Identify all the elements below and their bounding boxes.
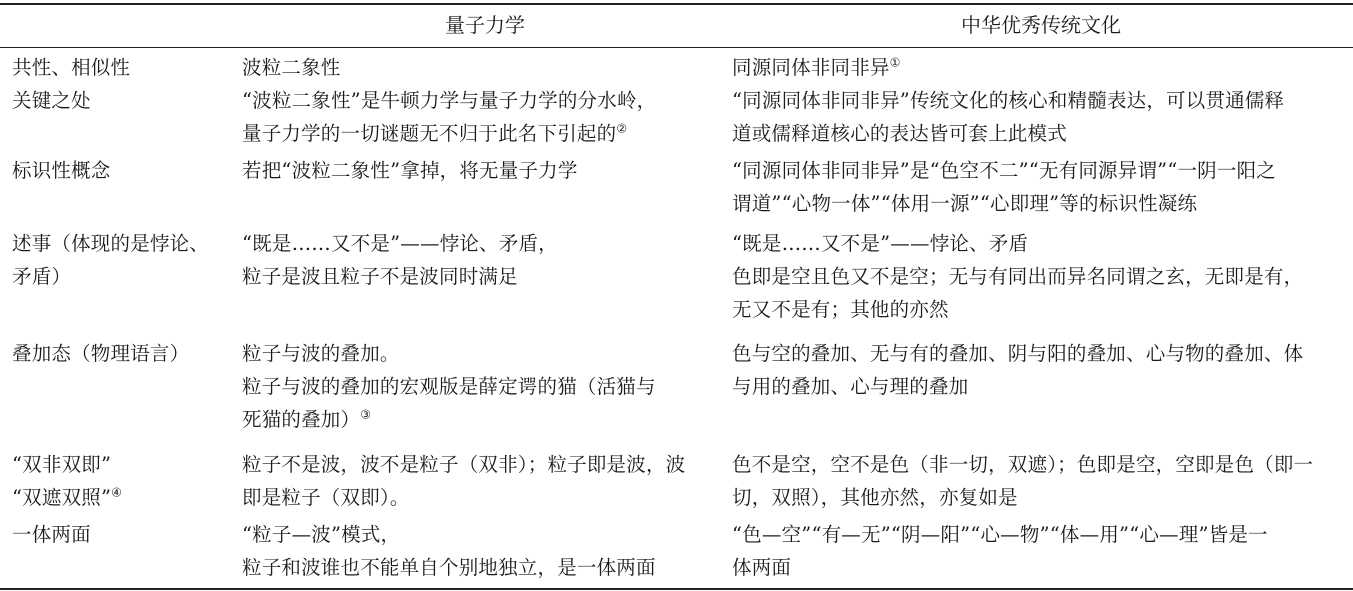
footnote-marker: ③ [360, 407, 372, 422]
quantum-cell: “粒子—波”模式， 粒子和波谁也不能单自个别地独立，是一体两面 [242, 523, 656, 579]
header-quantum-mechanics: 量子力学 [445, 13, 525, 37]
culture-cell: 色不是空，空不是色（非一切，双遮）；色即是空，空即是色（即一 切，双照），其他亦然，亦复如是 [732, 453, 1314, 509]
table-bottom-rule [0, 588, 1353, 590]
row-label: 叠加态（物理语言） [12, 342, 190, 365]
table-header-rule [0, 47, 1353, 48]
quantum-cell [242, 84, 728, 150]
quantum-cell: 若把“波粒二象性”拿掉，将无量子力学 [242, 159, 578, 182]
quantum-cell: “既是……又不是”——悖论、矛盾， 粒子是波且粒子不是波同时满足 [242, 232, 558, 288]
quantum-cell [242, 337, 728, 436]
footnote-marker: ① [889, 55, 901, 70]
quantum-cell-text: “波粒二象性”是牛顿力学与量子力学的分水岭， 量子力学的一切谜题无不归于此名下引起的 [242, 89, 657, 145]
footnote-marker: ② [616, 121, 628, 136]
quantum-cell-text: 粒子与波的叠加。 粒子与波的叠加的宏观版是薛定谔的猫（活猫与 死猫的叠加） [242, 342, 656, 431]
row-label: 一体两面 [12, 523, 91, 546]
row-label: 共性、相似性 [12, 56, 131, 79]
quantum-cell: 波粒二象性 [242, 56, 341, 79]
footnote-marker: ④ [111, 485, 123, 500]
row-label-text: “双非双即” “双遮双照” [12, 453, 112, 509]
row-label [12, 448, 234, 514]
row-label: 关键之处 [12, 89, 91, 112]
culture-cell-text: 同源同体非同非异 [732, 56, 890, 79]
culture-cell: “同源同体非同非异”是“色空不二”“无有同源异谓”“一阴一阳之 谓道”“心物一体”“体用一源”“心即理”等的标识性凝练 [732, 159, 1276, 215]
culture-cell: “色—空”“有—无”“阴—阳”“心—物”“体—用”“心—理”皆是一 体两面 [732, 523, 1268, 579]
quantum-cell: 粒子不是波，波不是粒子（双非）；粒子即是波，波 即是粒子（双即）。 [242, 453, 686, 509]
row-label: 述事（体现的是悖论、 矛盾） [12, 232, 210, 288]
table-top-rule [0, 3, 1353, 5]
culture-cell [732, 51, 1350, 84]
culture-cell: “同源同体非同非异”传统文化的核心和精髓表达，可以贯通儒释 道或儒释道核心的表达皆可套上此模式 [732, 89, 1285, 145]
header-traditional-culture: 中华优秀传统文化 [961, 13, 1121, 37]
row-label: 标识性概念 [12, 159, 111, 182]
culture-cell: “既是……又不是”——悖论、矛盾 色即是空且色又不是空；无与有同出而异名同谓之玄，无即是有， 无又不是有；其他的亦然 [732, 232, 1304, 321]
culture-cell: 色与空的叠加、无与有的叠加、阴与阳的叠加、心与物的叠加、体 与用的叠加、心与理的叠加 [732, 342, 1304, 398]
